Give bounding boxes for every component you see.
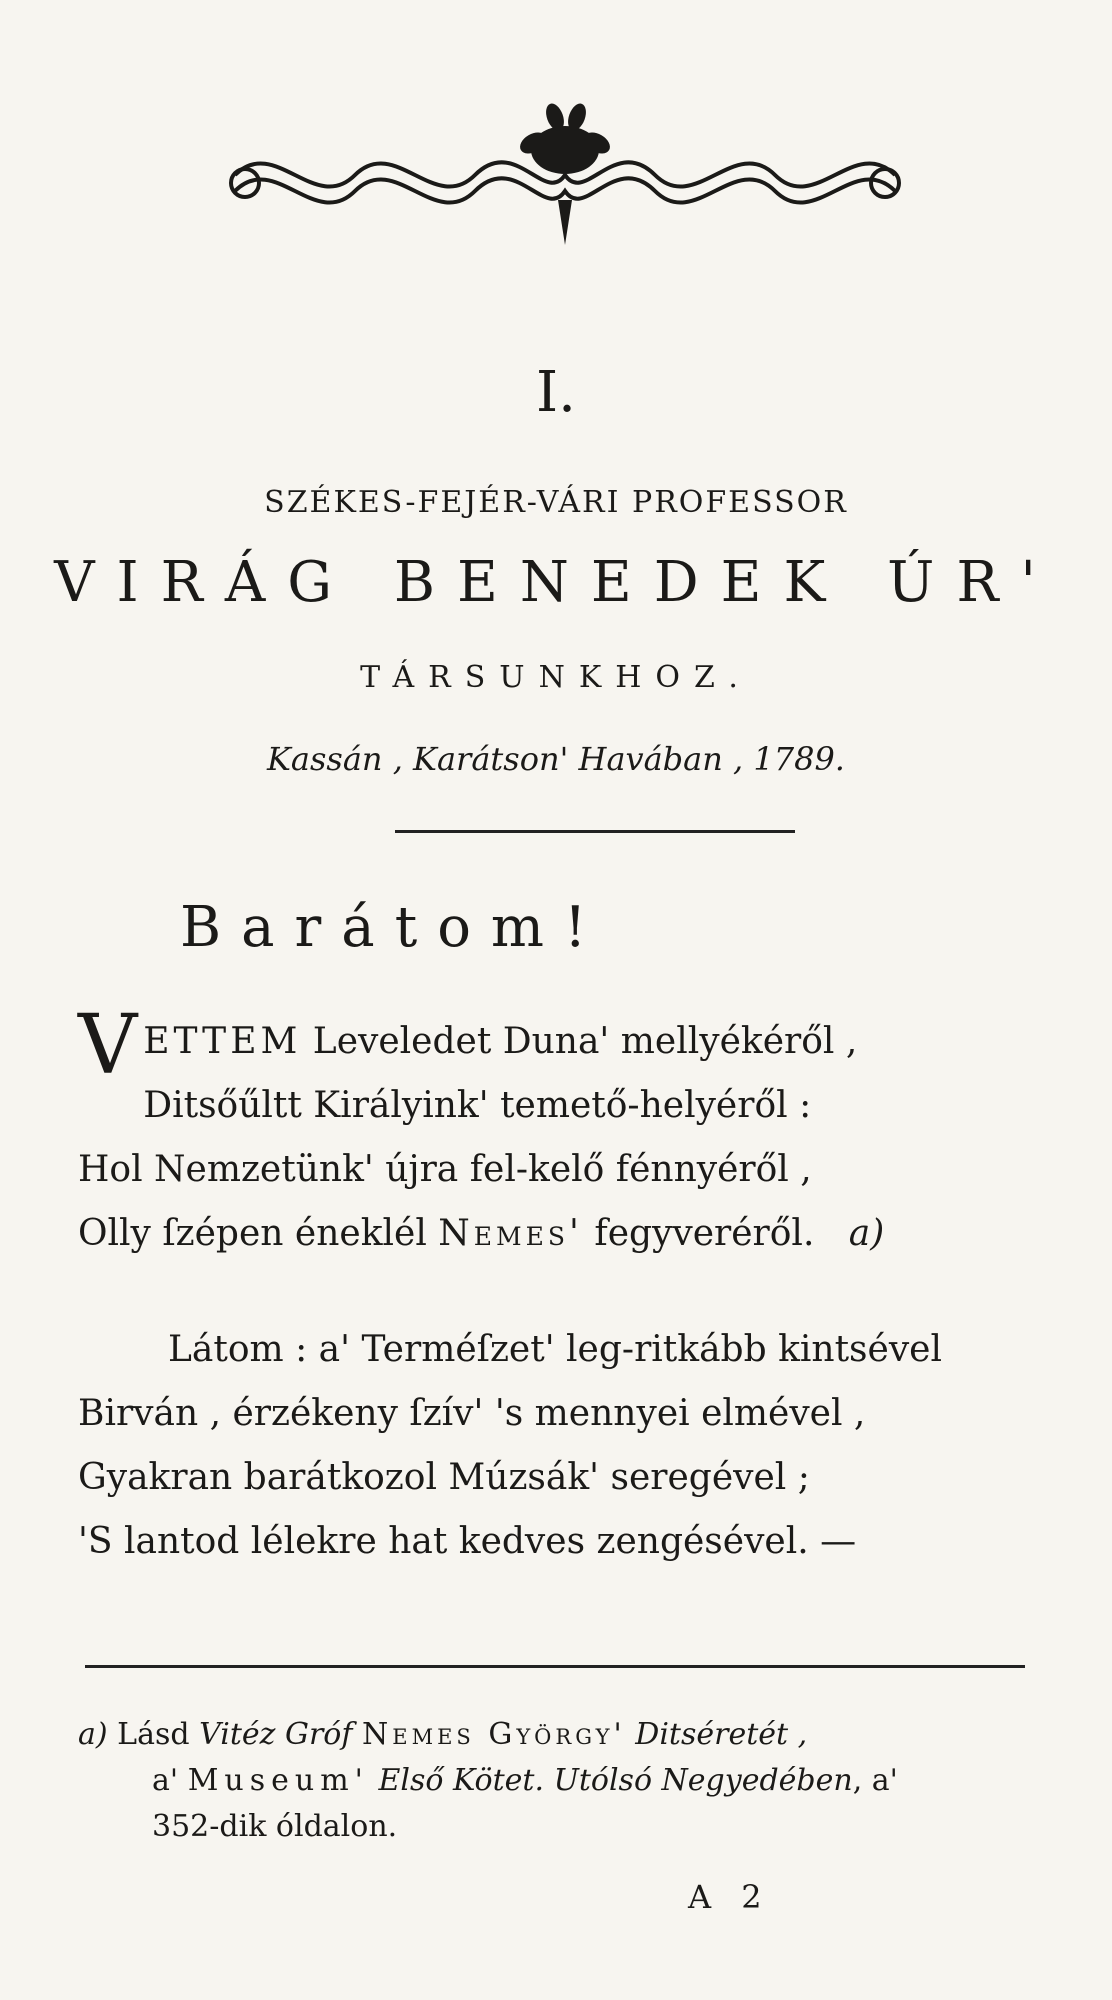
dateline: Kassán , Karátson' Havában , 1789. — [267, 740, 845, 778]
footnote-line: 352-dik óldalon. — [152, 1809, 398, 1844]
footnote-divider — [85, 1665, 1025, 1668]
vignette-ornament-icon — [215, 95, 915, 255]
footnote-line: a' Museum' Első Kötet. Utólsó Negyedében, a' — [152, 1763, 898, 1798]
heading-line-1: SZÉKES-FEJÉR-VÁRI PROFESSOR — [264, 485, 848, 520]
verse-text: Leveledet Duna' mellyékéről , — [312, 1021, 858, 1062]
footnote-line: a) Lásd Vitéz Gróf Nemes György' Ditséretét , — [78, 1717, 808, 1752]
short-divider — [395, 830, 795, 833]
stanza-2 — [78, 1318, 942, 1574]
name-smallcaps: Nemes' — [438, 1213, 583, 1254]
chapter-numeral: I. — [536, 360, 576, 425]
footnote-marker: a) — [78, 1717, 108, 1752]
heading-line-3: TÁRSUNKHOZ. — [360, 660, 752, 695]
verse-line: Olly ſzépen éneklél Nemes' fegyveréről. a) — [78, 1213, 885, 1254]
verse-line: Birván , érzékeny ſzív' 's mennyei elmével , — [78, 1393, 866, 1434]
verse-line: Gyakran barátkozol Múzsák' seregével ; — [78, 1457, 810, 1498]
verse-line: Látom : a' Terméſzet' leg-ritkább kintsével — [168, 1329, 942, 1370]
footnote-ref: a) — [848, 1213, 885, 1254]
smallcaps-opening: ETTEM — [143, 1021, 302, 1062]
footnote — [78, 1712, 1038, 1850]
verse-line: 'S lantod lélekre hat kedves zengésével. — — [78, 1521, 857, 1562]
salutation: Barátom! — [180, 895, 607, 960]
drop-cap: V — [78, 998, 138, 1093]
stanza-1 — [78, 998, 885, 1266]
heading-line-2: VIRÁG BENEDEK ÚR' — [54, 550, 1058, 615]
verse-line — [78, 998, 884, 1093]
verse-line: Hol Nemzetünk' újra fel-kelő fénnyéről , — [78, 1149, 812, 1190]
signature-mark: A 2 — [688, 1878, 772, 1916]
verse-line: Ditsőűltt Királyink' temető-helyéről : — [143, 1085, 812, 1126]
